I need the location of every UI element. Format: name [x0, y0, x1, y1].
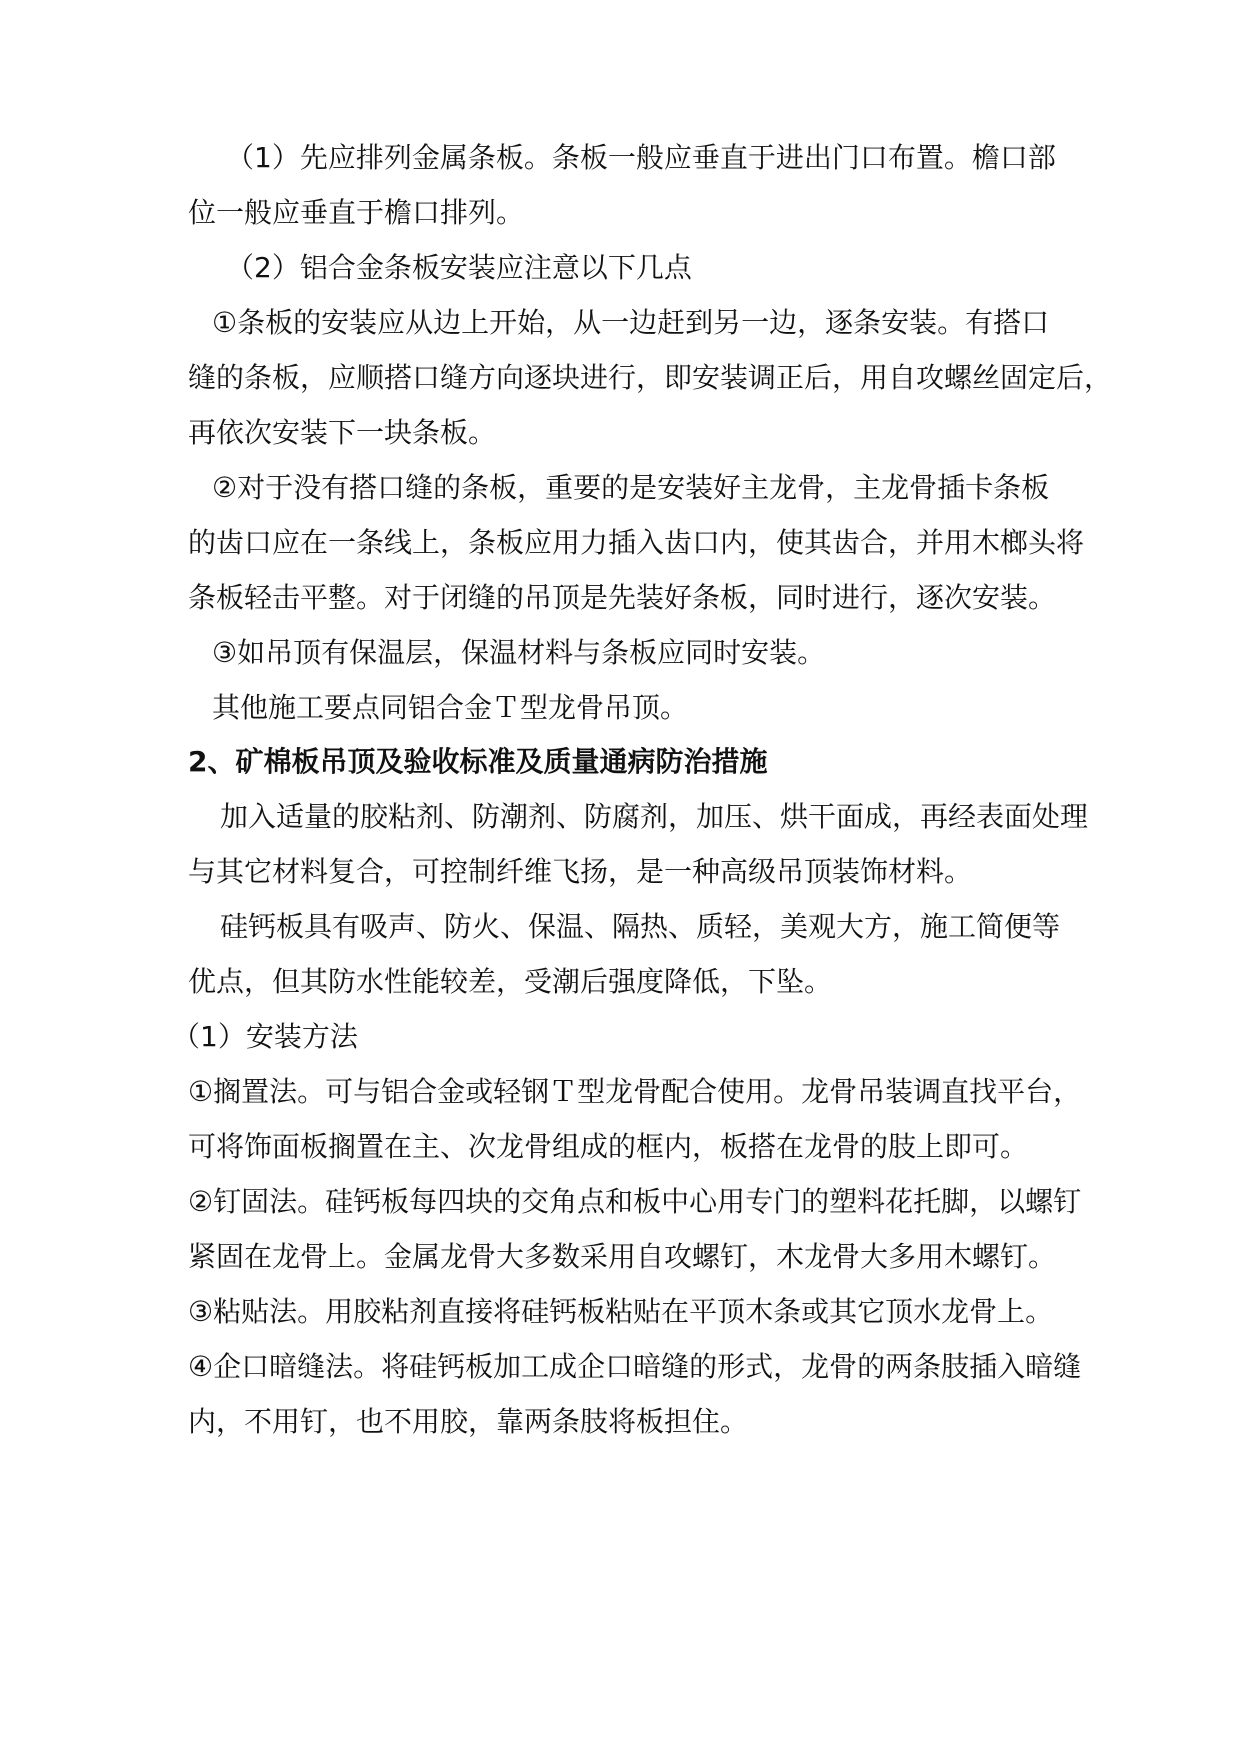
- paragraph-line: 优点，但其防水性能较差，受潮后强度降低，下坠。: [188, 965, 833, 998]
- paragraph-line: ③如吊顶有保温层，保温材料与条板应同时安装。: [212, 636, 826, 669]
- paragraph-line: 条板轻击平整。对于闭缝的吊顶是先装好条板，同时进行，逐次安装。: [188, 581, 1057, 614]
- paragraph-line: （1）安装方法: [172, 1020, 358, 1053]
- paragraph-line: ②对于没有搭口缝的条板，重要的是安装好主龙骨，主龙骨插卡条板: [212, 471, 1050, 504]
- paragraph-line: 其他施工要点同铝合金Ｔ型龙骨吊顶。: [212, 691, 689, 724]
- paragraph-line: 可将饰面板搁置在主、次龙骨组成的框内，板搭在龙骨的肢上即可。: [188, 1130, 1029, 1163]
- paragraph-line: ④企口暗缝法。将硅钙板加工成企口暗缝的形式，龙骨的两条肢插入暗缝: [188, 1350, 1082, 1383]
- paragraph-line: 加入适量的胶粘剂、防潮剂、防腐剂，加压、烘干面成，再经表面处理: [220, 800, 1089, 833]
- section-heading: 2、矿棉板吊顶及验收标准及质量通病防治措施: [188, 745, 768, 778]
- paragraph-line: 位一般应垂直于檐口排列。: [188, 196, 525, 229]
- paragraph-line: ③粘贴法。用胶粘剂直接将硅钙板粘贴在平顶木条或其它顶水龙骨上。: [188, 1295, 1054, 1328]
- paragraph-line: （2）铝合金条板安装应注意以下几点: [226, 251, 692, 284]
- paragraph-line: 的齿口应在一条线上，条板应用力插入齿口内，使其齿合，并用木榔头将: [188, 526, 1085, 559]
- paragraph-line: ②钉固法。硅钙板每四块的交角点和板中心用专门的塑料花托脚，以螺钉: [188, 1185, 1082, 1218]
- paragraph-line: 再依次安装下一块条板。: [188, 416, 497, 449]
- paragraph-line: 缝的条板，应顺搭口缝方向逐块进行，即安装调正后，用自攻螺丝固定后，: [188, 361, 1113, 394]
- paragraph-line: ①搁置法。可与铝合金或轻钢Ｔ型龙骨配合使用。龙骨吊装调直找平台，: [188, 1075, 1082, 1108]
- paragraph-line: 紧固在龙骨上。金属龙骨大多数采用自攻螺钉，木龙骨大多用木螺钉。: [188, 1240, 1057, 1273]
- paragraph-line: 与其它材料复合，可控制纤维飞扬，是一种高级吊顶装饰材料。: [188, 855, 973, 888]
- paragraph-line: ①条板的安装应从边上开始，从一边赶到另一边，逐条安装。有搭口: [212, 306, 1050, 339]
- paragraph-line: 硅钙板具有吸声、防火、保温、隔热、质轻，美观大方，施工简便等: [220, 910, 1061, 943]
- paragraph-line: 内，不用钉，也不用胶，靠两条肢将板担住。: [188, 1405, 749, 1438]
- paragraph-line: （1）先应排列金属条板。条板一般应垂直于进出门口布置。檐口部: [226, 141, 1056, 174]
